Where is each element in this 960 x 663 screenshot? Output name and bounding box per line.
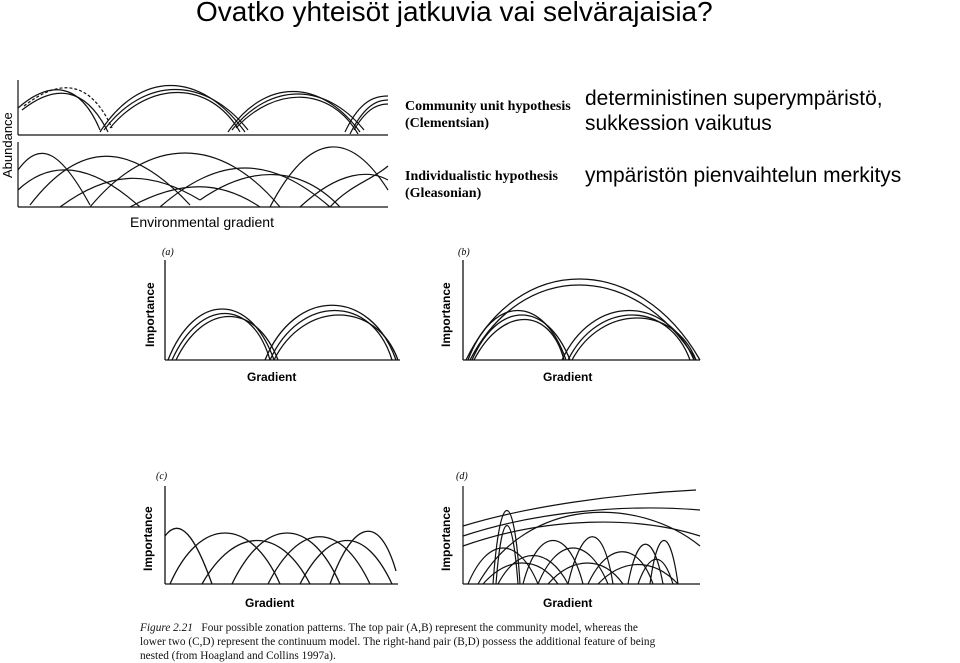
figure-label: Figure 2.21 xyxy=(140,622,193,634)
note-line: sukkession vaikutus xyxy=(585,112,772,135)
slide-title: Ovatko yhteisöt jatkuvia vai selvärajaisia? xyxy=(196,0,713,27)
panel-letter: (b) xyxy=(458,247,470,258)
caption-line xyxy=(140,621,700,635)
importance-label: Importance xyxy=(143,282,157,347)
importance-label: Importance xyxy=(141,506,155,571)
community-unit-label: Community unit hypothesis xyxy=(405,99,571,114)
caption-line: lower two (C,D) represent the continuum model. The right-hand pair (B,D) possess the additional feature of being xyxy=(140,636,656,648)
panel-d xyxy=(438,466,718,616)
panel-c xyxy=(140,466,420,616)
environmental-gradient-label: Environmental gradient xyxy=(130,214,274,230)
panel-b xyxy=(438,242,718,392)
panel-letter: (d) xyxy=(456,471,468,482)
caption-text: Four possible zonation patterns. The top pair (A,B) represent the community model, whereas the xyxy=(201,622,638,634)
panel-a xyxy=(140,242,420,392)
gradient-label: Gradient xyxy=(543,370,593,384)
gradient-label: Gradient xyxy=(247,370,297,384)
clementsian-label: (Clementsian) xyxy=(405,116,489,131)
abundance-axis-label: Abundance xyxy=(0,112,15,178)
panel-letter: (c) xyxy=(156,471,168,482)
individualistic-label: Individualistic hypothesis xyxy=(405,169,558,184)
gradient-label: Gradient xyxy=(245,596,295,610)
slide-notes xyxy=(585,86,901,188)
gleasonian-label: (Gleasonian) xyxy=(405,186,482,201)
gradient-label: Gradient xyxy=(543,596,593,610)
importance-label: Importance xyxy=(439,282,453,347)
note-line: ympäristön pienvaihtelun merkitys xyxy=(585,164,902,187)
panel-letter: (a) xyxy=(162,247,174,258)
note-line: deterministinen superympäristö, xyxy=(585,87,883,110)
figure-caption xyxy=(140,621,700,663)
caption-line: nested (from Hoagland and Collins 1997a). xyxy=(140,650,336,662)
importance-label: Importance xyxy=(439,506,453,571)
